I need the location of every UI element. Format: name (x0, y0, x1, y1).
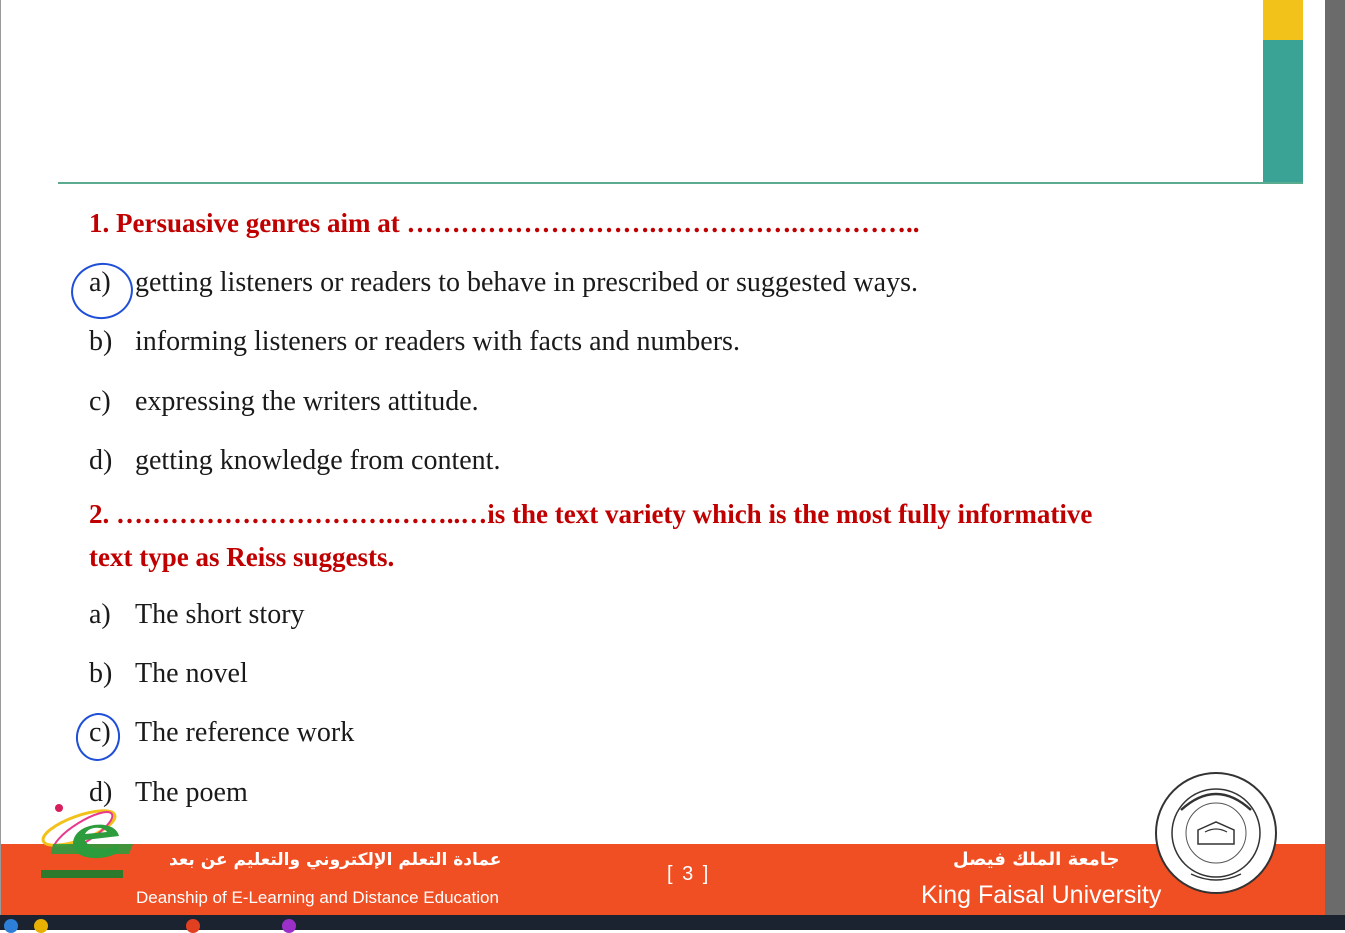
q1-option-b (89, 326, 740, 358)
university-arabic: جامعة الملك فيصل (953, 849, 1120, 870)
title-divider (58, 182, 1303, 184)
option-label: b) (89, 658, 113, 689)
option-label: a) (89, 599, 111, 630)
taskbar-app-icon[interactable] (282, 919, 296, 933)
q1-option-a (89, 267, 918, 299)
option-label: a) (89, 267, 111, 298)
footer-bar (1, 844, 1326, 915)
taskbar-app-icon[interactable] (186, 919, 200, 933)
option-text: informing listeners or readers with facts and numbers. (135, 326, 740, 357)
option-text: The reference work (135, 717, 355, 748)
taskbar-app-icon[interactable] (34, 919, 48, 933)
option-text: expressing the writers attitude. (135, 386, 479, 417)
q2-option-a (89, 599, 305, 631)
option-text: The poem (135, 777, 248, 808)
q1-option-d (89, 445, 500, 477)
option-label: d) (89, 445, 113, 476)
taskbar (0, 915, 1345, 930)
option-text: The novel (135, 658, 248, 689)
deanship-arabic: عمادة التعلم الإلكتروني والتعليم عن بعد (169, 850, 502, 870)
question-1: 1. Persuasive genres aim at ……………………….…………….………….. (89, 208, 920, 238)
option-label: c) (89, 717, 111, 748)
university-english: King Faisal University (921, 881, 1162, 909)
accent-bar-teal (1263, 40, 1303, 183)
accent-bar-yellow (1263, 0, 1303, 40)
e-learning-logo-icon (33, 796, 133, 886)
option-text: The short story (135, 599, 305, 630)
page-number: [ 3 ] (667, 863, 711, 885)
option-text: getting listeners or readers to behave in prescribed or suggested ways. (135, 267, 918, 298)
q2-option-b (89, 658, 248, 690)
university-seal-icon (1153, 770, 1279, 896)
option-label: d) (89, 777, 113, 808)
option-text: getting knowledge from content. (135, 445, 501, 476)
question-2-line-2: text type as Reiss suggests. (89, 542, 395, 572)
question-2-line-1: 2. ………………………….……..…is the text variety which is the most fully informative (89, 499, 1093, 529)
option-label: b) (89, 326, 113, 357)
q2-option-c (89, 717, 354, 749)
window-edge (1325, 0, 1345, 915)
option-label: c) (89, 386, 111, 417)
deanship-english: Deanship of E-Learning and Distance Education (136, 888, 499, 907)
taskbar-app-icon[interactable] (4, 919, 18, 933)
q1-option-c (89, 386, 479, 418)
